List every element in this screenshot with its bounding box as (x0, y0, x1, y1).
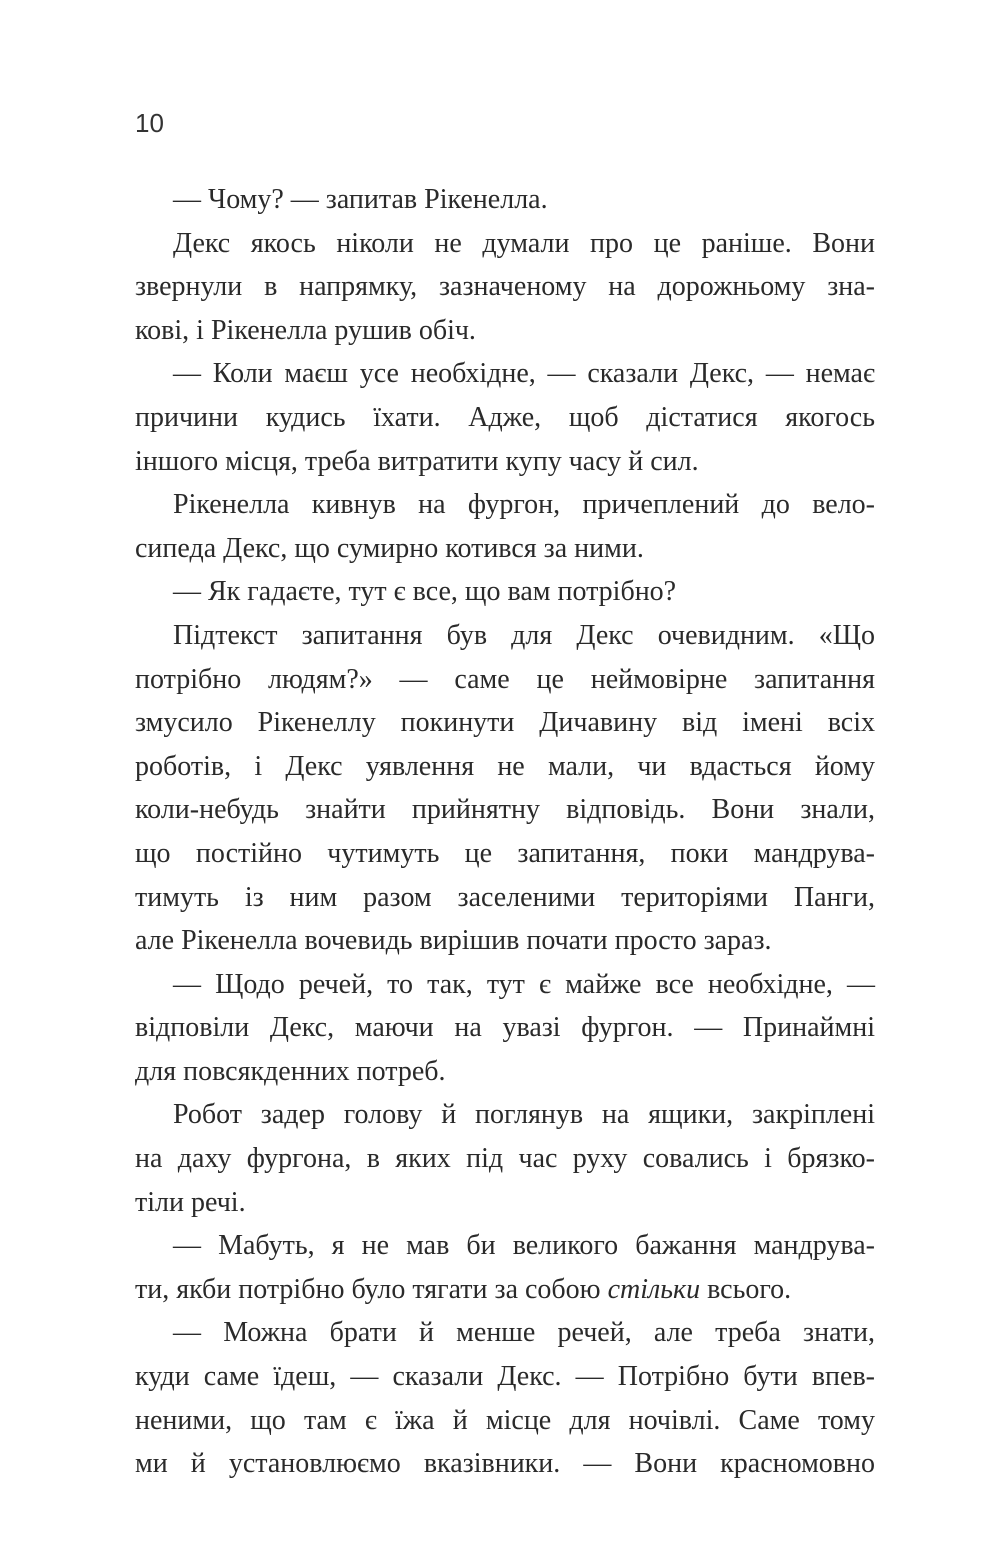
text-line: іншого місця, треба витратити купу часу й сил. (135, 445, 699, 477)
text-line: — Щодо речей, то так, тут є майже все необхідне, — (173, 968, 875, 1000)
text-segment: ти, якби потрібно було тягати за собою (135, 1273, 608, 1305)
text-line: на даху фургона, в яких під час руху совались і брязко- (135, 1143, 875, 1175)
text-line: кові, і Рікенелла рушив обіч. (135, 314, 476, 346)
text-line: Робот задер голову й поглянув на ящики, закріплені (173, 1099, 875, 1131)
text-line: — Мабуть, я не мав би великого бажання мандрува- (173, 1230, 875, 1262)
text-line: тіли речі. (135, 1186, 246, 1218)
text-line: змусило Рікенеллу покинути Дичавину від імені всіх (135, 707, 875, 739)
text-segment: всього. (700, 1273, 792, 1305)
text-line: — Чому? — запитав Рікенелла. (173, 184, 548, 215)
text-line: коли-небудь знайти прийнятну відповідь. Вони знали, (135, 794, 875, 826)
text-line: але Рікенелла вочевидь вирішив почати просто зараз. (135, 925, 772, 957)
text-line: ми й установлюємо вказівники. — Вони красномовно (135, 1448, 875, 1480)
text-line: що постійно чутимуть це запитання, поки мандрува- (135, 837, 875, 869)
text-line: куди саме їдеш, — сказали Декс. — Потрібно бути впев- (135, 1361, 875, 1393)
page-number: 10 (135, 108, 164, 138)
text-line (135, 1268, 875, 1312)
text-line: — Можна брати й менше речей, але треба знати, (173, 1317, 875, 1349)
text-line: — Як гадаєте, тут є все, що вам потрібно? (173, 576, 677, 608)
text-line: Рікенелла кивнув на фургон, причеплений до вело- (173, 489, 875, 521)
text-line: Підтекст запитання був для Декс очевидним. «Що (173, 619, 875, 651)
text-line: для повсякденних потреб. (135, 1055, 446, 1087)
text-line: Декс якось ніколи не думали про це раніше. Вони (173, 227, 875, 259)
text-line: неними, що там є їжа й місце для ночівлі. Саме тому (135, 1404, 875, 1436)
text-line: роботів, і Декс уявлення не мали, чи вдасться йому (135, 750, 875, 782)
emphasized-word: стільки (607, 1273, 701, 1305)
text-line: причини кудись їхати. Адже, щоб дістатися якогось (135, 401, 875, 433)
text-line: сипеда Декс, що сумирно котився за ними. (135, 532, 644, 564)
text-line: потрібно людям?» — саме це неймовірне запитання (135, 663, 875, 695)
text-line: — Коли маєш усе необхідне, — сказали Декс, — немає (173, 358, 875, 390)
text-line: тимуть із ним разом заселеними територіями Панги, (135, 881, 875, 913)
text-line: звернули в напрямку, зазначеному на дорожньому зна- (135, 271, 875, 303)
body-text (135, 178, 875, 1486)
text-line: відповіли Декс, маючи на увазі фургон. — Принаймні (135, 1012, 875, 1044)
